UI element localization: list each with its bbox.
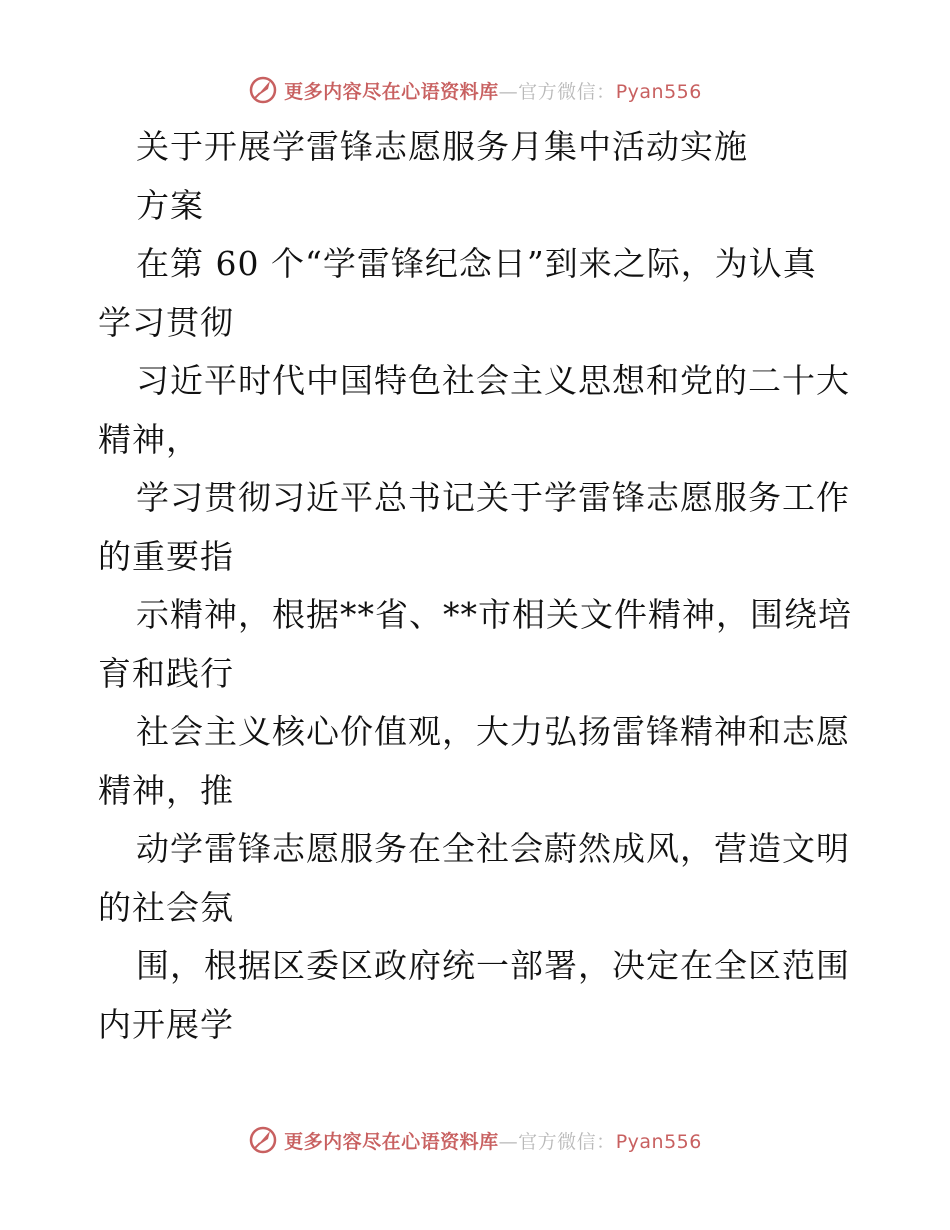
footer-watermark (0, 1120, 950, 1160)
doc-line: 围，根据区委区政府统一部署，决定在全区范围 (136, 946, 850, 985)
doc-line: 关于开展学雷锋志愿服务月集中活动实施 (136, 127, 748, 166)
watermark-wechat-id: Pyan556 (615, 1130, 702, 1153)
watermark-dash: — (498, 1130, 519, 1153)
watermark-site-text: 更多内容尽在心语资料库 (284, 1130, 499, 1153)
quill-seal-icon (248, 75, 278, 105)
doc-line: 示精神，根据**省、**市相关文件精神，围绕培 (136, 595, 852, 634)
doc-line: 学习贯彻习近平总书记关于学雷锋志愿服务工作 (136, 478, 850, 517)
doc-line: 习近平时代中国特色社会主义思想和党的二十大 (136, 361, 850, 400)
doc-line: 内开展学 (98, 1004, 234, 1044)
watermark-text (284, 1127, 702, 1154)
watermark-dash: — (498, 80, 519, 103)
doc-line: 学习贯彻 (98, 302, 234, 342)
watermark-wechat-label: 官方微信： (518, 1130, 616, 1153)
watermark-wechat-id: Pyan556 (615, 80, 702, 103)
header-watermark (0, 70, 950, 110)
watermark-wechat-label: 官方微信： (518, 80, 616, 103)
doc-line: 在第 60 个“学雷锋纪念日”到来之际，为认真 (136, 244, 817, 283)
doc-line: 精神，推 (98, 770, 234, 810)
watermark-text (284, 77, 702, 104)
doc-line: 育和践行 (98, 653, 234, 693)
doc-line: 动学雷锋志愿服务在全社会蔚然成风，营造文明 (136, 829, 850, 868)
doc-line: 方案 (136, 185, 204, 225)
watermark-site-text: 更多内容尽在心语资料库 (284, 80, 499, 103)
doc-line: 的重要指 (98, 536, 234, 576)
document-body (98, 118, 858, 1054)
doc-line: 社会主义核心价值观，大力弘扬雷锋精神和志愿 (136, 712, 850, 751)
quill-seal-icon (248, 1125, 278, 1155)
doc-line: 精神， (98, 419, 200, 459)
doc-line: 的社会氛 (98, 887, 234, 927)
